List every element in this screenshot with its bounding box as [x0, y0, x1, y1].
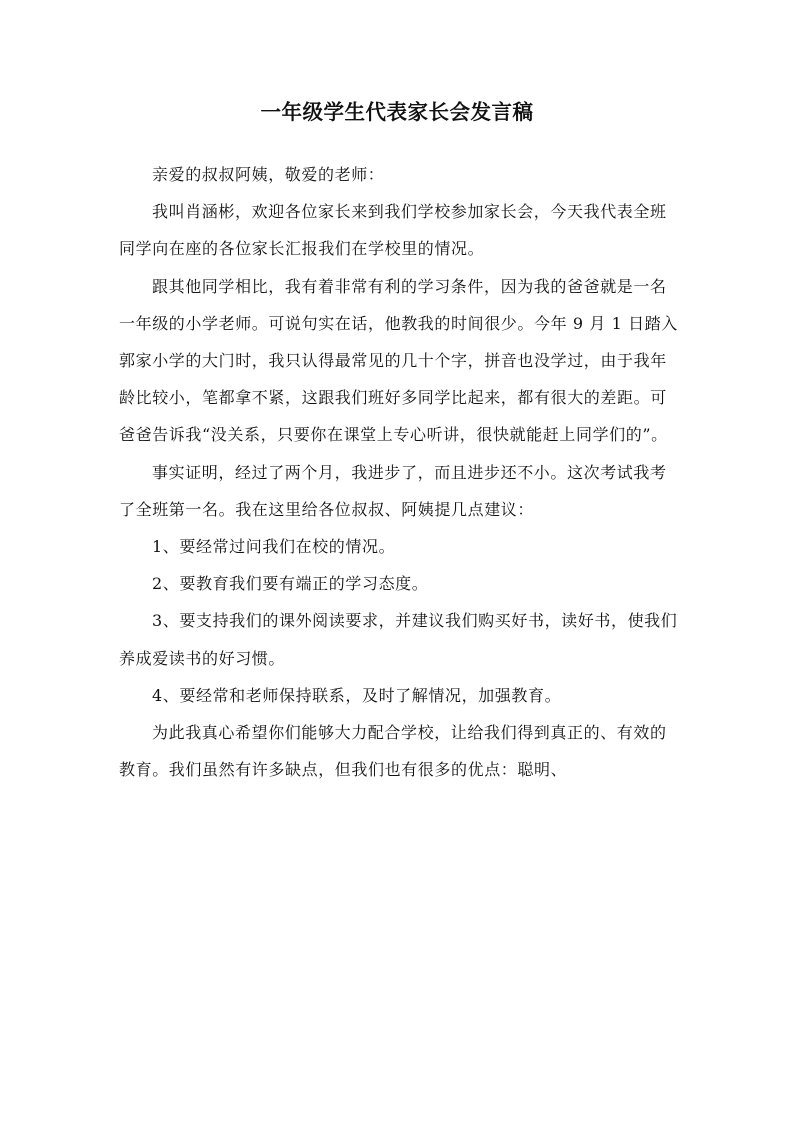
closing-paragraph: 为此我真心希望你们能够大力配合学校，让给我们得到真正的、有效的教育。我们虽然有许多缺点，但我们也有很多的优点：聪明、 — [119, 723, 667, 780]
document-title: 一年级学生代表家长会发言稿 — [260, 100, 534, 124]
salutation-paragraph: 亲爱的叔叔阿姨，敬爱的老师： — [152, 165, 385, 184]
suggestion-item-3: 3、要支持我们的课外阅读要求，并建议我们购买好书，读好书，使我们养成爱读书的好习惯。 — [119, 611, 678, 668]
background-paragraph: 跟其他同学相比，我有着非常有利的学习条件，因为我的爸爸就是一名一年级的小学老师。可说句实在话，他教我的时间很少。今年 9 月 1 日踏入郭家小学的大门时，我只认得最常见的几十个字，拼音也没学过，由于我年龄比较小，笔都拿不紧，这跟我们班好多同学比起来，都有很大的差距。可爸爸告诉我“没关系，只要你在课堂上专心听讲，很快就能赶上同学们的”。 — [119, 276, 678, 445]
suggestion-item-4: 4、要经常和老师保持联系，及时了解情况，加强教育。 — [152, 685, 562, 705]
suggestion-item-2: 2、要教育我们要有端正的学习态度。 — [152, 574, 429, 594]
progress-paragraph: 事实证明，经过了两个月，我进步了，而且进步还不小。这次考试我考了全班第一名。我在这里给各位叔叔、阿姨提几点建议： — [119, 462, 667, 519]
suggestion-item-1: 1、要经常过问我们在校的情况。 — [152, 537, 396, 557]
document-body — [119, 156, 679, 788]
intro-paragraph: 我叫肖涵彬，欢迎各位家长来到我们学校参加家长会，今天我代表全班同学向在座的各位家长汇报我们在学校里的情况。 — [119, 202, 667, 259]
